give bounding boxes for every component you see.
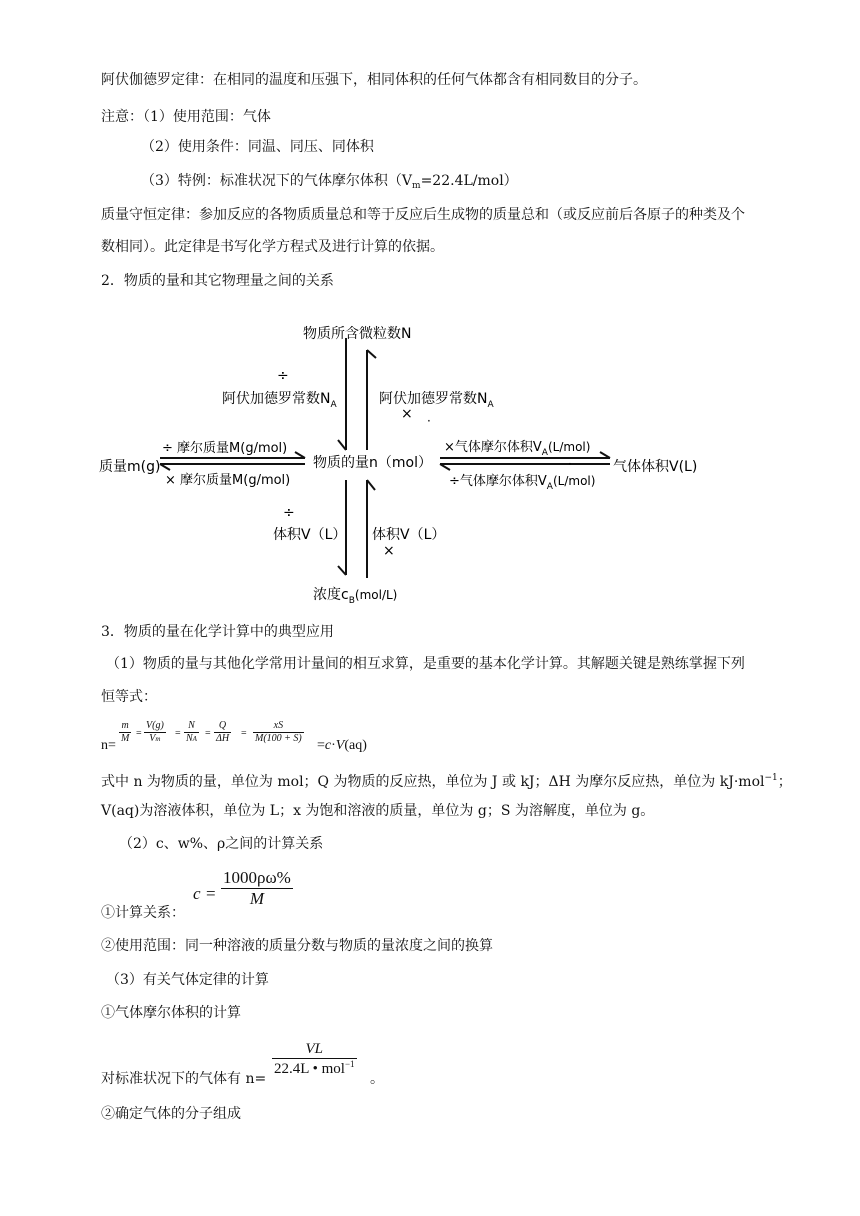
frac-m-over-M: $\frac{m}{M}$ bbox=[121, 720, 130, 744]
avogadro-law-line: 阿伏伽德罗定律：在相同的温度和压强下，相同体积的任何气体都含有相同数目的分子。 bbox=[101, 72, 647, 88]
section-2-heading: 2．物质的量和其它物理量之间的关系 bbox=[101, 273, 334, 289]
formula-tail: =c·V(aq) bbox=[317, 738, 367, 753]
calc-relation-label: ①计算关系： bbox=[101, 905, 185, 921]
paragraph-1-line-1: （1）物质的量与其他化学常用计量间的相互求算，是重要的基本化学计算。其解题关键是熟练掌握下列 bbox=[106, 656, 745, 672]
frac-V-over-Vm: $\frac{V(g)}{Vm}$ bbox=[146, 720, 164, 744]
molar-mass-mul-label: × 摩尔质量M(g/mol) bbox=[165, 473, 291, 488]
frac-N-over-NA: $\frac{N}{NA}$ bbox=[186, 720, 197, 744]
div-sign-top-left: ÷ bbox=[277, 368, 289, 384]
gas-law-heading: （3）有关气体定律的计算 bbox=[106, 972, 269, 988]
gas-molar-volume-heading: ①气体摩尔体积的计算 bbox=[101, 1005, 241, 1021]
section-3-heading: 3．物质的量在化学计算中的典型应用 bbox=[101, 624, 334, 640]
frac-Q-over-dH: $\frac{Q}{\Delta H}$ bbox=[216, 720, 230, 744]
node-amount-of-substance: 物质的量n（mol） bbox=[313, 455, 432, 471]
paragraph-2-line-2: V(aq)为溶液体积，单位为 L；x 为饱和溶液的质量，单位为 g；S 为溶解度，单位为 g。 bbox=[101, 803, 655, 819]
node-particle-count: 物质所含微粒数N bbox=[303, 326, 412, 342]
std-gas-fraction: $\frac{VL}{22.4L • mol^{-1}}$ bbox=[274, 1041, 355, 1077]
std-gas-line: 对标准状况下的气体有 n= bbox=[101, 1071, 267, 1087]
div-sign-bottom-left: ÷ bbox=[283, 505, 295, 521]
section-c-w-rho-heading: （2）c、w%、ρ之间的计算关系 bbox=[119, 836, 324, 852]
mass-conservation-line-1: 质量守恒定律：参加反应的各物质质量总和等于反应后生成物的质量总和（或反应前后各原子的种类及个 bbox=[101, 207, 745, 223]
std-gas-period: 。 bbox=[370, 1071, 384, 1087]
dot-mark-right: · bbox=[568, 457, 572, 471]
node-gas-volume: 气体体积V(L) bbox=[613, 459, 698, 475]
note-special-line bbox=[141, 171, 518, 196]
mass-conservation-line-2: 数相同）。此定律是书写化学方程式及进行计算的依据。 bbox=[101, 239, 444, 255]
gas-molar-volume-div-label: ÷气体摩尔体积$V_A(L/mol)$ bbox=[449, 474, 596, 492]
times-sign-bottom-right: × bbox=[383, 543, 395, 559]
volume-label-right: 体积V（L） bbox=[372, 527, 446, 543]
use-range-line: ②使用范围：同一种溶液的质量分数与物质的量浓度之间的换算 bbox=[101, 938, 493, 954]
paragraph-1-line-2: 恒等式： bbox=[101, 689, 157, 705]
avogadro-const-left: 阿伏加德罗常数$N_A$ bbox=[222, 391, 337, 410]
note-scope-line: 注意：（1）使用范围：气体 bbox=[101, 109, 271, 125]
gas-molar-volume-mul-label: ×气体摩尔体积$V_A(L/mol)$ bbox=[444, 440, 591, 458]
note-special-pre: （3）特例：标准状况下的气体摩尔体积（V bbox=[141, 173, 413, 189]
dot-mark: · bbox=[427, 414, 431, 428]
note-condition-line: （2）使用条件：同温、同压、同体积 bbox=[141, 139, 374, 155]
avogadro-const-right: 阿伏加德罗常数$N_A$ bbox=[379, 391, 494, 410]
molar-mass-div-label: ÷ 摩尔质量M(g/mol) bbox=[162, 441, 288, 456]
paragraph-2-line-1: 式中 n 为物质的量，单位为 mol；Q 为物质的反应热，单位为 J 或 kJ；ΔH 为摩尔反应热，单位为 kJ·mol$^{-1}$； bbox=[101, 773, 792, 790]
formula-n-equals: n= bbox=[101, 738, 116, 753]
frac-xS-over-M100S: $\frac{xS}{M(100 + S)}$ bbox=[255, 720, 302, 744]
volume-label-left: 体积V（L） bbox=[273, 527, 347, 543]
gas-composition-heading: ②确定气体的分子组成 bbox=[101, 1106, 241, 1122]
node-mass: 质量m(g) bbox=[99, 459, 161, 475]
node-concentration: 浓度$c_B(mol/L)$ bbox=[313, 587, 398, 606]
times-sign-top-right: × bbox=[401, 406, 413, 422]
relationship-diagram bbox=[0, 310, 860, 610]
note-special-sub: m bbox=[412, 181, 421, 191]
note-special-post: =22.4L/mol） bbox=[420, 173, 518, 189]
